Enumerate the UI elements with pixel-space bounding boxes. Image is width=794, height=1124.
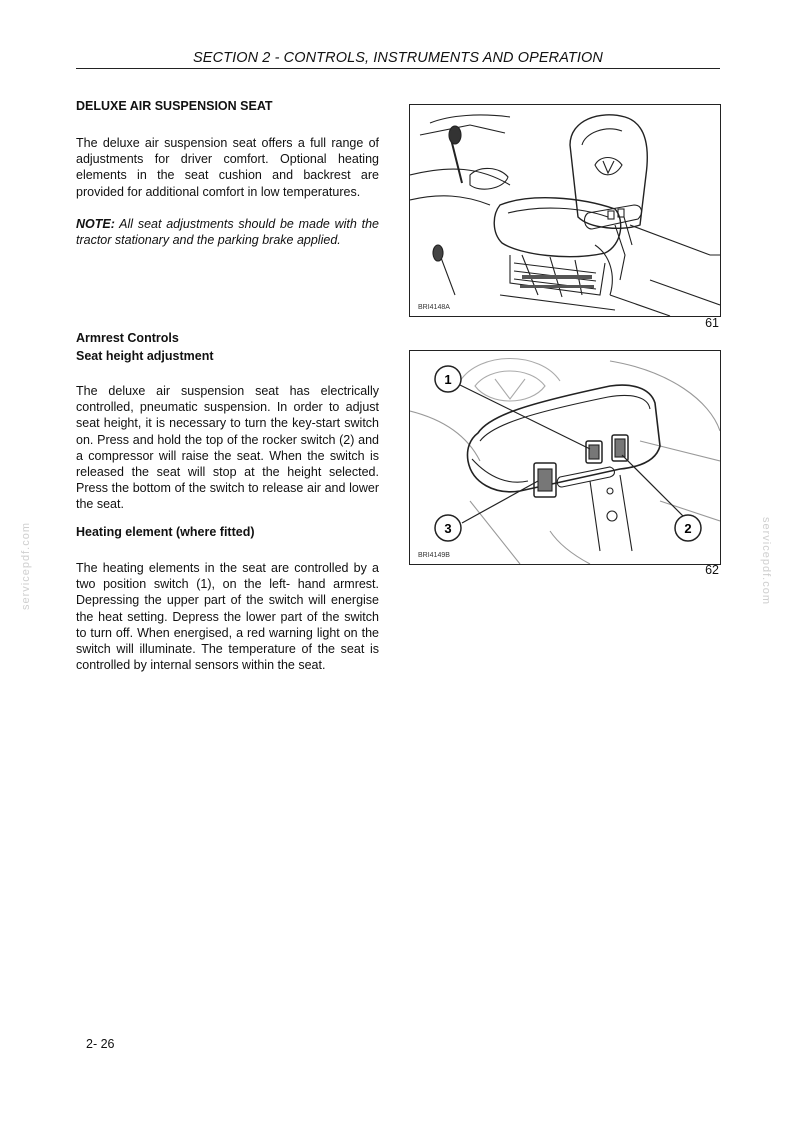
armrest-heading: Armrest Controls [76, 331, 179, 345]
note-text: All seat adjustments should be made with the tractor stationary and the parking brake applied. [76, 217, 379, 248]
watermark-left: servicepdf.com [19, 522, 32, 610]
figure-61-code: BRI4148A [418, 304, 450, 311]
callout-2-label: 2 [684, 521, 692, 536]
armrest-drawing [410, 351, 720, 564]
deluxe-note [76, 216, 379, 248]
header-rule [76, 68, 720, 69]
page-number: 2- 26 [86, 1037, 115, 1051]
callout-1-label: 1 [444, 372, 452, 387]
figure-61-number: 61 [705, 316, 719, 330]
section-header: SECTION 2 - CONTROLS, INSTRUMENTS AND OPERATION [193, 50, 603, 66]
armrest-body: The deluxe air suspension seat has electrically controlled, pneumatic suspension. In order to adjust seat height, it is necessary to turn the key-start switch on. Press and hold the top of the rocker switch (2) and a compressor will raise the seat. When the switch is released the seat will stop at the height selected. Press the bottom of the switch to release air and lower the seat. [76, 384, 379, 512]
note-label: NOTE: [76, 217, 115, 231]
seat-drawing [410, 105, 720, 316]
heating-body: The heating elements in the seat are controlled by a two position switch (1), on the left- hand armrest. Depressing the upper part of the switch will energise the heat setting. Depress the lower part of the switch to turn off. When energised, a red warning light on the switch will illuminate. The temperature of the seat is controlled by internal sensors within the seat. [76, 561, 379, 673]
watermark-right: servicepdf.com [759, 517, 772, 605]
figure-62-number: 62 [705, 563, 719, 577]
deluxe-body: The deluxe air suspension seat offers a full range of adjustments for driver comfort. Optional heating elements in the seat cushion and backrest are provided for additional comfort in low temperatures. [76, 136, 379, 199]
heating-heading: Heating element (where fitted) [76, 525, 255, 539]
seat-height-subheading: Seat height adjustment [76, 349, 214, 363]
figure-62-armrest-illustration [409, 350, 721, 565]
figure-62-code: BRI4149B [418, 552, 450, 559]
deluxe-heading: DELUXE AIR SUSPENSION SEAT [76, 99, 273, 113]
figure-61-seat-illustration [409, 104, 721, 317]
callout-3-label: 3 [444, 521, 452, 536]
